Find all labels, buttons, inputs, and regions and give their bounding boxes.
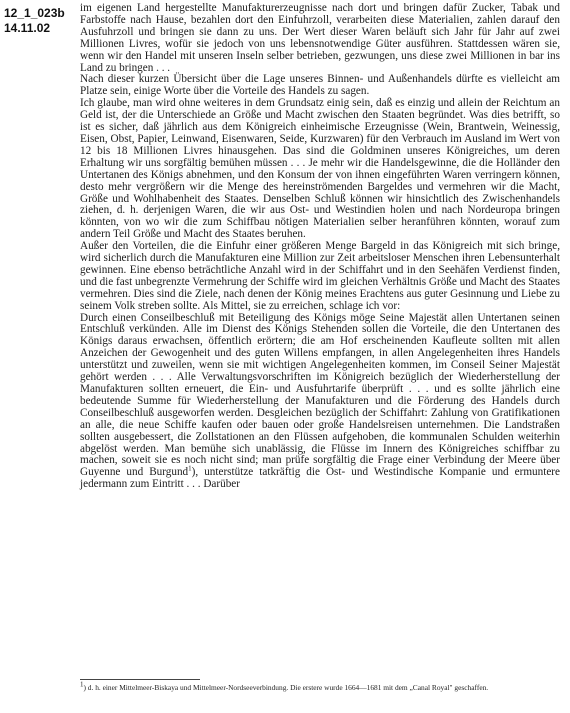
document-code: 12_1_023b	[4, 6, 65, 20]
document-date: 14.11.02	[4, 21, 51, 35]
paragraph-5-continuation: ), unterstütze tatkräftig die Ost- und Westindische Kompanie und ermuntere jedermann zum Eintritt . . . Darüber	[80, 466, 560, 491]
paragraph-2: Nach dieser kurzen Übersicht über die Lage unseres Binnen- und Außenhandels dürfte es vielleicht am Platze sein, einige Worte über die Vorteile des Handels zu sagen.	[80, 73, 560, 98]
footnote	[80, 680, 560, 693]
document-header	[4, 6, 65, 36]
paragraph-1: im eigenen Land hergestellte Manufakturerzeugnisse nach dort und bringen dafür Zucker, Tabak und Farbstoffe nach Hause, bezahlen dort den Einfuhrzoll, verarbeiten diese Materialien, zahlen darauf den Ausfuhrzoll und bringen sie dann zu uns. Der Wert dieser Waren beläuft sich Jahr für Jahr auf zwei Millionen Livres, wofür sie jedoch von uns lebensnotwendige Güter ausführen. Stattdessen wären sie, wenn wir den Handel mit unseren Inseln selber betrieben, gezwungen, uns diese zwei Millionen in bar ins Land zu bringen . . .	[80, 2, 560, 74]
footnote-divider	[80, 679, 200, 680]
paragraph-5-text: Durch einen Conseilbeschluß mit Beteiligung des Königs möge Seine Majestät allen Untertanen seinen Entschluß verkünden. Alle im Dienst des Königs Stehenden sollen die Vorteile, die den Untertanen des Königs daraus erwachsen, öffentlich erörtern; die am Hof erscheinenden Kaufleute sollten mit allen Anzeichen der Gewogenheit und des guten Willens empfangen, in allen Angelegenheiten ihres Handels unterstützt und zuweilen, wenn sie mit wichtigen Angelegenheiten kommen, im Conseil Seiner Majestät gehört werden . . . Alle Verwaltungsvorschriften im Königreich bezüglich der Wiederherstellung der Manufakturen sollten erneuert, die Ein- und Ausfuhrtarife überprüft . . . und es sollte jährlich eine bedeutende Summe für Wiederherstellung der Manufakturen und die Förderung des Handels durch Conseilbeschluß ausgeworfen werden. Desgleichen bezüglich der Schiffahrt: Zahlung von Gratifikationen an alle, die neue Schiffe kaufen oder bauen oder große Handelsreisen unternehmen. Die Landstraßen sollten ausgebessert, die Zollstationen an den Flüssen aufgehoben, die kommunalen Schulden weiterhin abgelöst werden. Man bemühe sich unablässig, die Flüsse im Innern des Königreiches schiffbar zu machen, soweit sie es noch nicht sind; man prüfe sorgfältig die Frage einer Verbindung der Meere über Guyenne und Burgund	[80, 311, 560, 479]
paragraph-3: Ich glaube, man wird ohne weiteres in dem Grundsatz einig sein, daß es einzig und allein der Reichtum an Geld ist, der die Unterschiede an Größe und Macht zwischen den Staaten begründet. Was dies betrifft, so ist es sicher, daß jährlich aus dem Königreich einheimische Erzeugnisse (Wein, Brantwein, Weinessig, Eisen, Obst, Papier, Leinwand, Eisenwaren, Seide, Kurzwaren) für den Verbrauch im Ausland im Wert von 12 bis 18 Millionen Livres hinausgehen. Das sind die Goldminen unseres Königreiches, um deren Erhaltung wir uns sorgfältig bemühen müssen . . . Je mehr wir die Handelsgewinne, die die Holländer den Untertanen des Königs abnehmen, und den Konsum der von ihnen eingeführten Waren verringern können, desto mehr vergrößern wir die Menge des hereinströmenden Bargeldes und vermehren wir die Macht, Größe und Wohlhabenheit des Staates. Denselben Schluß können wir hinsichtlich des Zwischenhandels ziehen, d. h. derjenigen Waren, die wir aus Ost- und Westindien holen und nach Nordeuropa bringen könnten, von wo wir die zum Schiffbau nötigen Materialien selber heranführen könnten, worauf zum andern Teil Größe und Macht des Staates beruhen.	[80, 97, 560, 241]
footnote-marker: 1	[80, 680, 84, 689]
paragraph-4: Außer den Vorteilen, die die Einfuhr einer größeren Menge Bargeld in das Königreich mit sich bringe, wird sicherlich durch die Manufakturen eine Million zur Zeit arbeitsloser Menschen ihren Lebensunterhalt gewinnen. Eine ebenso beträchtliche Anzahl wird in der Schiffahrt und in den Seehäfen Verdienst finden, und die fast unbegrenzte Vermehrung der Schiffe wird im gleichen Verhältnis Größe und Macht des Staates vermehren. Dies sind die Ziele, nach denen der König meines Erachtens aus guter Gesinnung und Liebe zu seinem Volk streben sollte. Als Mittel, sie zu erreichen, schlage ich vor:	[80, 240, 560, 312]
body-text	[80, 3, 560, 491]
paragraph-5	[80, 313, 560, 492]
footnote-text: ) d. h. einer Mittelmeer-Biskaya und Mittelmeer-Nordseeverbindung. Die erstere wurde 1664—1681 mit dem „Canal Royal" geschaffen.	[83, 683, 489, 692]
footnote-reference: 1	[188, 464, 192, 473]
